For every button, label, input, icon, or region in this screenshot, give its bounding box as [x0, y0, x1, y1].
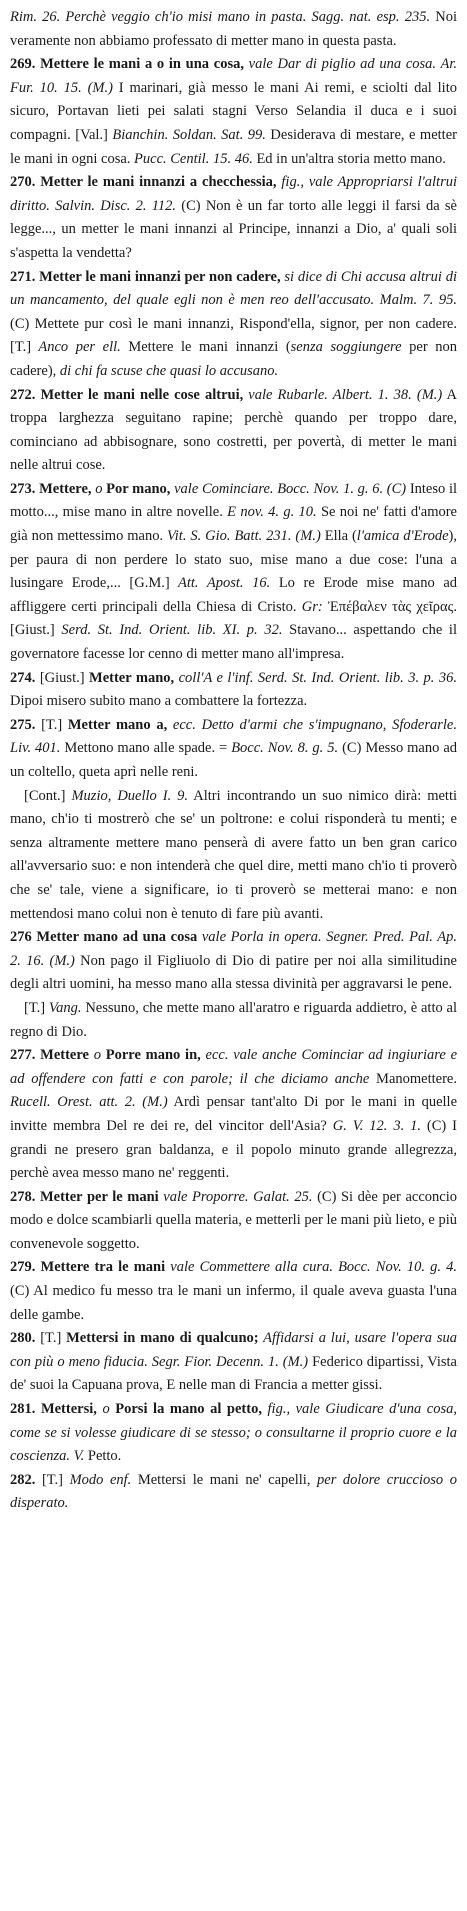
entry-number: 278.: [10, 1188, 40, 1205]
body-text: (C) Mettete pur così le mani innanzi, Rispond'ella, signor, per non cadere. [T.]: [10, 315, 457, 356]
body-text: Ardì pensar tant'alto Di por le mani in quelle invitte membra Del re dei re, del vincitor dell'Asia?: [10, 1094, 458, 1134]
italic-text: vale Dar di piglio ad una cosa. Ar. Fur. 10. 15. (M.): [10, 56, 458, 96]
italic-text: per dolore cruccioso o disperato.: [10, 1471, 457, 1512]
body-text: Mettersi le mani ne' capelli,: [131, 1471, 311, 1488]
entry-number: 274.: [10, 669, 40, 686]
italic-text: Serd. St. Ind. Orient. lib. XI. p. 32.: [54, 622, 283, 639]
entry-282: [10, 1469, 457, 1516]
body-text: [Cont.]: [24, 787, 72, 804]
entry-headword: Mettersi in mano di qualcuno;: [66, 1330, 259, 1347]
body-text: Mettere le mani innanzi (: [120, 339, 291, 356]
italic-text: fig., vale Giudicare d'una cosa, come se si volesse giudicare di se stesso; o consultarne il proprio cuore e la coscienza. V.: [10, 1401, 458, 1465]
body-text: per non cadere),: [10, 339, 457, 379]
body-text: Ed in un'altra storia metto mano.: [252, 150, 446, 167]
italic-text: Bocc. Nov. 8. g. 5.: [231, 740, 339, 757]
italic-text: senza soggiungere: [290, 339, 402, 356]
entry-number: 270.: [10, 174, 41, 191]
entry-278: [10, 1186, 457, 1257]
body-text: Desiderava di mestare, e metter le mani in ogni cosa.: [10, 126, 457, 167]
body-text: Lo re Erode mise mano ad affliggere certi principali della Chiesa di Cristo.: [10, 575, 458, 615]
italic-text: o: [91, 480, 107, 497]
italic-text: Pucc. Centil. 15. 46.: [130, 150, 253, 167]
italic-text: Affidarsi a lui, usare l'opera sua con più o meno fiducia. Segr. Fior. Decenn. 1. (M.): [10, 1330, 457, 1370]
entry-number: 281.: [10, 1401, 41, 1418]
body-text: Non pago il Figliuolo di Dio di patire per noi alla similitudine degli altri uomini, ha messo mano alla stessa divinità per aggravarsi le pene.: [10, 952, 457, 993]
italic-text: l'amica d'Erode: [356, 528, 449, 545]
entry-271: [10, 266, 457, 384]
entry-273: [10, 478, 457, 667]
entry-headword: Mettere le mani a o in una cosa,: [40, 56, 244, 73]
italic-text: Bianchin. Soldan. Sat. 99.: [107, 126, 266, 143]
italic-text: Att. Apost. 16.: [169, 575, 271, 592]
entry-headword: Metter le mani innanzi a checchessia,: [40, 174, 277, 191]
italic-text: vale Proporre. Galat. 25.: [158, 1188, 313, 1205]
entry-275: [10, 714, 457, 785]
body-text: (C) I grandi ne presero gran baldanza, e il popolo minuto grande allegrezza, perchè avea messo mano ne' reggenti.: [10, 1117, 457, 1182]
body-text: ), per paura di non perdere lo stato suo, mise mano a due cose: l'una a lusingare Erode,... [G.M.]: [10, 528, 457, 592]
body-text: Ella (: [320, 528, 357, 545]
entry-headword: Metter le mani nelle cose altrui,: [40, 386, 244, 403]
body-text: Nessuno, che mette mano all'aratro e riguarda addietro, è atto al regno di Dio.: [10, 999, 457, 1040]
body-text: Stavano... aspettando che il governatore facesse lor cenno di metter mano all'impresa.: [10, 622, 457, 663]
entry-270: [10, 171, 457, 265]
italic-text: Vit. S. Gio. Batt. 231. (M.): [163, 528, 321, 545]
italic-text: o: [88, 1047, 106, 1064]
italic-text: vale Cominciare. Bocc. Nov. 1. g. 6. (C): [170, 480, 407, 497]
entry-headword: Mettere tra le mani: [40, 1259, 166, 1276]
italic-text: si dice di Chi accusa altrui di un mancamento, del quale egli non è men reo dell'accusato. Malm. 7. 95.: [10, 268, 458, 309]
italic-text: Rim. 26. Perchè veggio ch'io misi mano in pasta. Sagg. nat. esp. 235.: [10, 9, 431, 25]
body-text: (C) Al medico fu messo tra le mani un infermo, il quale aveva guasta l'una delle gambe.: [10, 1283, 457, 1323]
italic-text: ecc. vale anche Cominciar ad ingiuriare e ad offendere con fatti e con parole; il che diciamo anche: [10, 1047, 458, 1087]
italic-text: fig., vale Appropriarsi l'altrui diritto. Salvin. Disc. 2. 112.: [10, 174, 457, 214]
entry-number: 272.: [10, 386, 41, 403]
body-text: Federico dipartissi, Vista de' suoi la Capuana prova, E nelle man di Francia a metter gissi.: [10, 1353, 457, 1394]
entry-276b: [10, 997, 457, 1044]
body-text: Inteso il motto..., mise mano in altre novelle.: [10, 480, 458, 521]
entry-number: 282.: [10, 1471, 42, 1488]
entry-number: 275.: [10, 716, 42, 733]
entry-269: [10, 53, 457, 171]
body-text: (C) Non è un far torto alle leggi il farsi da sè legge..., un metter le mani innanzi al Principe, innanzi a Dio, a' quali soli s'aspetta la vendetta?: [10, 197, 457, 261]
italic-text: Gr:: [296, 598, 323, 615]
body-text: Manomettere.: [369, 1070, 457, 1087]
entry-headword: Mettere,: [39, 480, 92, 497]
entry-cont: [10, 6, 457, 53]
italic-text: vale Porla in opera. Segner. Pred. Pal. Ap. 2. 16. (M.): [10, 929, 457, 969]
entry-number: 271.: [10, 268, 40, 285]
entry-276: [10, 926, 457, 997]
body-text: [T.]: [40, 1330, 67, 1347]
italic-text: Rucell. Orest. att. 2. (M.): [10, 1094, 168, 1111]
body-text: (C) Si dèe per acconcio modo e dolce scambiarli quella materia, e metterli per le mani più lieto, e più convenevole soggetto.: [10, 1188, 457, 1252]
italic-text: vale Commettere alla cura. Bocc. Nov. 10. g. 4.: [165, 1259, 457, 1276]
body-text: (C) Messo mano ad un coltello, queta aprì nelle reni.: [10, 740, 458, 780]
body-text: Petto.: [84, 1448, 122, 1465]
entry-272: [10, 384, 457, 478]
entry-280: [10, 1327, 457, 1398]
entry-number: 273.: [10, 480, 40, 497]
italic-text: di chi fa scuse che quasi lo accusano.: [56, 362, 279, 379]
entry-headword: Metter mano,: [89, 669, 175, 686]
entry-number: 269.: [10, 56, 41, 73]
entry-number: 277.: [10, 1047, 41, 1064]
italic-text: ecc. Detto d'armi che s'impugnano, Sfoderarle. Liv. 401.: [10, 716, 457, 757]
body-text: [T.]: [41, 716, 68, 733]
italic-text: coll'A e l'inf. Serd. St. Ind. Orient. lib. 3. p. 36.: [174, 669, 457, 686]
entry-275b: [10, 785, 457, 927]
entry-number: 280.: [10, 1330, 41, 1347]
entry-headword: Metter per le mani: [39, 1188, 159, 1205]
entry-headword: Mettersi,: [40, 1401, 97, 1418]
entry-279: [10, 1256, 457, 1327]
body-text: Noi veramente non abbiamo professato di metter mano in questa pasta.: [10, 9, 458, 49]
body-text: Dipoi misero subito mano a combattere la fortezza.: [10, 693, 308, 710]
body-text: [T.]: [41, 1471, 70, 1488]
body-text: A troppa larghezza seguitano rapine; perchè quando per troppo dare, cominciano ad abbisognare, sono costretti, per povertà, di metter le mani nelle altrui cose.: [10, 386, 457, 474]
italic-text: Modo enf.: [69, 1471, 132, 1488]
entry-headword: Mettere: [40, 1047, 89, 1064]
body-text: I marinari, già messo le mani Ai remi, e sciolti dal lito sicuro, Portavan lieti pei salati stagni Verso Selandia il duca e i suoi compagni. [Val.]: [10, 79, 457, 143]
italic-text: vale Rubarle. Albert. 1. 38. (M.): [243, 386, 443, 403]
entry-headword: Porsi la mano al petto,: [115, 1401, 262, 1418]
entry-headword: Por mano,: [106, 480, 171, 497]
body-text: Altri incontrando un suo nimico dirà: metti mano, ch'io ti mostrerò che se' un poltrone: e colui risponderà tu menti; e senza altramente mettere mano penserà di avere fatto un ben gran carico all'avversario suo: e non intenderà che quel dire, metti mano ch'io ti proverò che se' tale, viene a significare, io ti proverò se metterai mano: e non mettendosi mano colui non è tenuto di fare più avanti.: [10, 787, 458, 922]
body-text: Ἐπέβαλεν τὰς χεῖρας. [Giust.]: [10, 598, 457, 639]
italic-text: G. V. 12. 3. 1.: [326, 1117, 422, 1134]
entry-277: [10, 1044, 457, 1186]
body-text: [Giust.]: [39, 669, 90, 686]
italic-text: Muzio, Duello I. 9.: [71, 787, 189, 804]
entry-headword: Metter le mani innanzi per non cadere,: [39, 268, 281, 285]
body-text: Mettono mano alle spade. =: [60, 740, 232, 757]
entry-headword: Porre mano in,: [105, 1047, 201, 1064]
entry-headword: Metter mano a,: [67, 716, 168, 733]
entry-headword: Metter mano ad una cosa: [36, 929, 198, 946]
italic-text: Vang.: [48, 999, 82, 1016]
entry-281: [10, 1398, 457, 1469]
body-text: [T.]: [24, 999, 49, 1016]
italic-text: o: [96, 1401, 116, 1418]
entry-number: 276: [10, 929, 37, 946]
entry-number: 279.: [10, 1259, 41, 1276]
entry-274: [10, 667, 457, 714]
italic-text: Anco per ell.: [31, 339, 121, 356]
body-text: Se noi ne' fatti d'amore già non mettessimo mano.: [10, 504, 457, 545]
italic-text: E nov. 4. g. 10.: [222, 504, 317, 521]
